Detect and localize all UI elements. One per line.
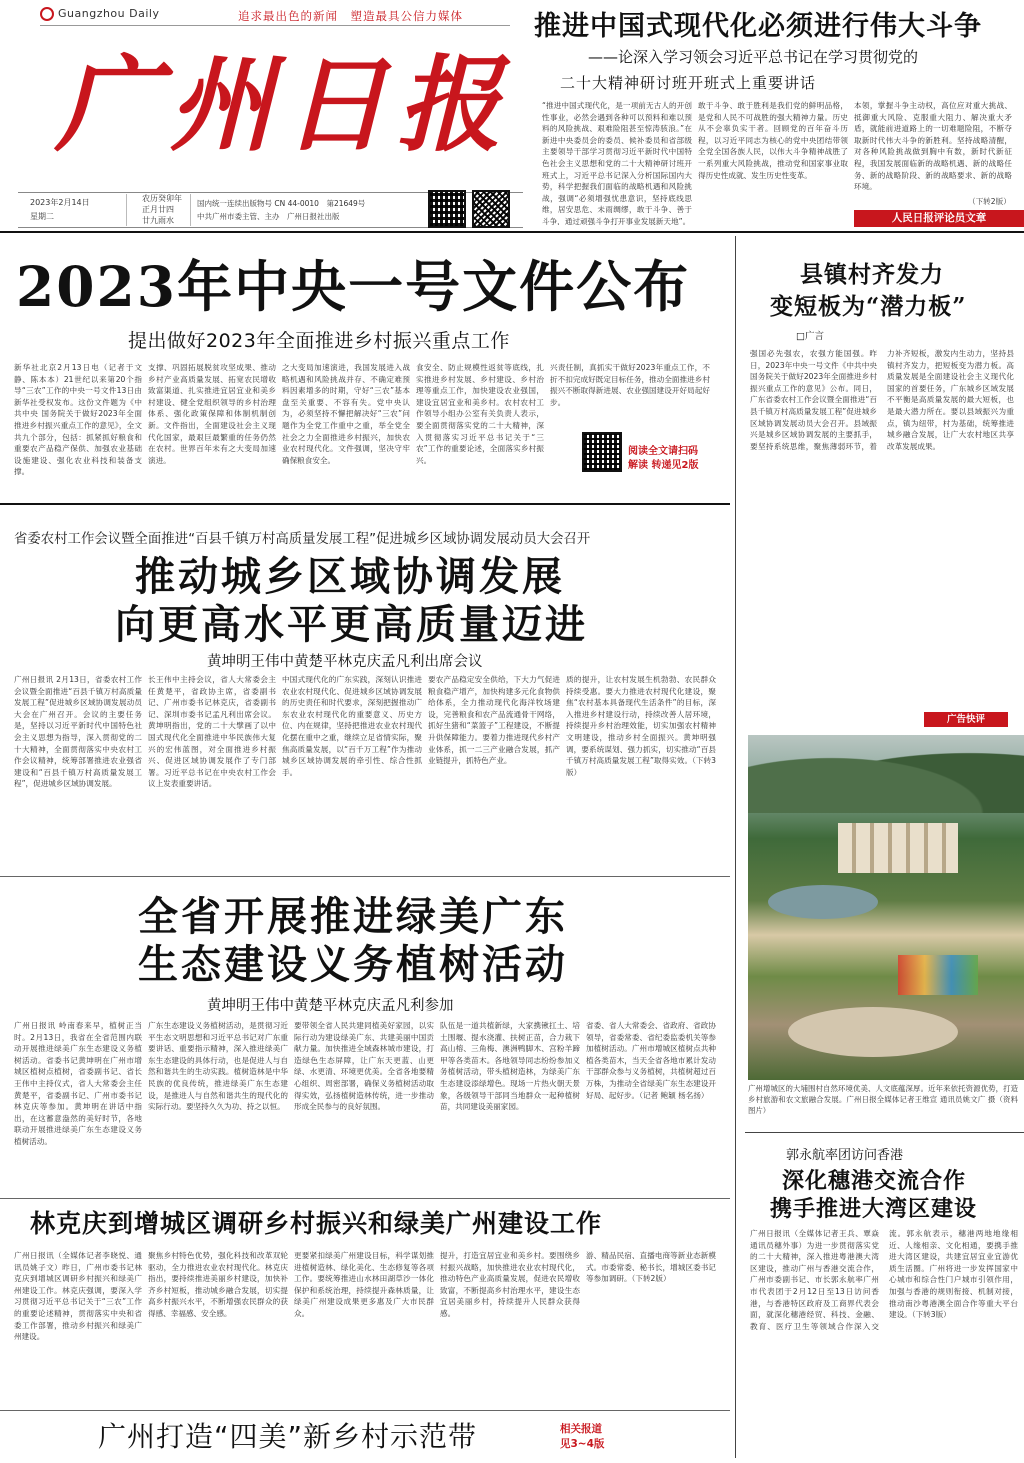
- masthead-rule: [40, 25, 510, 26]
- masthead-qr-icon-2[interactable]: [472, 190, 510, 228]
- commentary-author: □广言: [796, 331, 824, 342]
- story-3-col-3: 要带领全省人民共建同植美好家园，以实际行动为建设绿美广东、共建美丽中国贡献力量。加快推进全域森林城市建设，打造绿色生态屏障，让广东天更蓝、山更绿、水更清、环境更优美。全省各地要精心组织、周密部署，确保义务植树活动取得实效，弘扬植树造林传统，进一步推动形成全民参与的良好氛围。: [294, 1021, 434, 1112]
- lead-story-qr-label-1: 阅读全文请扫码: [628, 446, 698, 457]
- lead-story-qr-label-2: 解读 转递见2版: [628, 460, 699, 471]
- lunar-date-3: 廿九雨水: [142, 216, 174, 225]
- story-3-col-5: 省委、省人大常委会、省政府、省政协领导，省委常委、省纪委监委机关等参加植树活动。广州市增城区植树点共种植各类苗木，当天全省各地市累计发动干部群众参与义务植树，共植树超过百万株，为推动全省绿美广东生态建设开好局、起好步。（记者 鲍颖 杨名扬）: [586, 1021, 716, 1100]
- logo-swirl-icon: [40, 7, 54, 21]
- issue-weekday: 星期二: [30, 212, 54, 221]
- hk-story-kicker: 郭永航率团访问香港: [786, 1148, 904, 1163]
- lead-divider: [0, 503, 730, 505]
- story-2-headline-1[interactable]: 推动城乡区域协调发展: [135, 553, 565, 600]
- lead-story-col-4: 食安全、防止规模性返贫等底线，扎实推进乡村发展、乡村建设、乡村治理等重点工作，加快建设农业强国，建设宜居宜业和美乡村。农村农村工作领导小组办公室有关负责人表示，要全面贯彻落实党的二十大精神，深入贯彻落实习近平总书记关于“三农”工作的重要论述，全面落实乡村振兴。: [416, 363, 544, 465]
- bottom-banner-related-label[interactable]: 相关报道: [560, 1423, 602, 1435]
- lead-story-qr-icon[interactable]: [582, 432, 622, 472]
- photo-pond-icon: [768, 885, 878, 919]
- top-story-col-1: “推进中国式现代化，是一项前无古人的开创性事业，必然会遇到各种可以预料和难以预料的风险挑战、艰难险阻甚至惊涛骇浪。”在新进中央委员会的委员、候补委员和省部级主要领导干部学习贯彻习近平新时代中国特色社会主义思想和党的二十大精神研讨班开班式上，习近平总书记深入分析国际国内大势，科学把握我们面临的战略机遇和风险挑战，强调“必须增强忧患意识，坚持底线思维，居安思危、未雨绸缪，敢于斗争、善于斗争，通过顽强斗争打开事业发展新天地”。: [542, 101, 692, 225]
- brand-en: Guangzhou Daily: [58, 7, 160, 20]
- slogan: 追求最出色的新闻 塑造最具公信力媒体: [238, 9, 463, 23]
- publication-info-2: 中共广州市委主管、主办 广州日报社出版: [197, 212, 340, 221]
- commentary-text: 强国必先强农，农强方能国强。昨日，2023年中央一号文件《中共中央 国务院关于做好2023年全面推进乡村振兴重点工作的意见》公布。同日，广东省委农村工作会议暨全面推进“百县千镇万村高质量发展工程”促进城乡区域协调发展动员大会召开。县域振兴是城乡区域协调发展的主要抓手，要坚持系统思维，聚焦薄弱环节，着力补齐短板，激发内生动力，坚持县镇村齐发力，把短板变为潜力板。高质量发展是全面建设社会主义现代化国家的首要任务，广东城乡区域发展不平衡是高质量发展的最大短板，也是最大潜力所在。要以县域振兴为重点，镇为纽带，村为基础，统筹推进城乡融合发展，让广大农村地区共享改革发展成果。: [750, 349, 1014, 451]
- photo-colorful-pavilion-icon: [898, 955, 978, 995]
- story-3-divider: [0, 1198, 730, 1199]
- top-story-headline[interactable]: 推进中国式现代化必须进行伟大斗争: [534, 11, 982, 42]
- story-3: [0, 878, 730, 1198]
- story-4: [0, 1200, 730, 1410]
- story-2-col-1: 广州日报讯 2月13日，省委农村工作会议暨全面推进“百县千镇万村高质量发展工程”促进城乡区域协调发展动员大会在广州召开。会议的主要任务是，坚持以习近平新时代中国特色社会主义思想为指导，深入贯彻党的二十大精神，全面贯彻落实中央农村工作会议精神，统筹部署推进农业强省建设和“百县千镇万村高质量发展工程”，促进城乡区域协调发展。: [14, 675, 142, 789]
- lead-story-headline[interactable]: 2023年中央一号文件公布: [16, 254, 691, 319]
- top-story: [528, 0, 1024, 230]
- top-story-continued: （下转2版）: [968, 197, 1011, 206]
- ad-label: 广告快评: [924, 712, 1008, 727]
- story-4-col-2: 聚焦乡村特色优势，强化科技和改革双轮驱动，全力推进农业农村现代化。林克庆指出，要持续推进美丽乡村建设，加快补齐乡村短板，推动城乡融合发展，切实提高乡村振兴水平，不断增强农民群众的获得感、幸福感、安全感。: [148, 1251, 288, 1318]
- story-4-col-3: 更要紧扣绿美广州建设目标，科学谋划推进植树造林、绿化美化、生态修复等各项工作。要统筹推进山水林田湖草沙一体化保护和系统治理，持续提升森林质量，让绿美广州建设成果更多惠及广大市民群众。: [294, 1251, 434, 1318]
- story-4-headline[interactable]: 林克庆到增城区调研乡村振兴和绿美广州建设工作: [30, 1209, 603, 1238]
- photo-caption: 广州增城区的大埔围村自然环境优美、人文底蕴深厚。近年来依托资源优势，打造乡村旅游和农文旅融合发展。广州日报全媒体记者王维宣 通讯员姚文广 摄（资料图片）: [748, 1084, 1018, 1115]
- story-2-col-4: 要农产品稳定安全供给，下大力气促进粮食稳产增产，加快构建多元化食物供给体系，全力推动现代化海洋牧场建设，完善粮食和农产品流通骨干网络，抓好生猪和“菜篮子”工程建设，不断提升供保障能力。要着力推进现代乡村产业体系，抓一二三产业融合发展，抓产业链提升，抓特色产业。: [428, 675, 560, 766]
- lead-story-subhead: 提出做好2023年全面推进乡村振兴重点工作: [128, 330, 510, 352]
- hk-story-headline-1[interactable]: 深化穗港交流合作: [782, 1168, 967, 1194]
- story-3-headline-1[interactable]: 全省开展推进绿美广东: [138, 893, 568, 940]
- lead-story: [0, 236, 730, 496]
- masthead-title: 广州日报: [55, 43, 512, 166]
- publication-info-1: 国内统一连续出版物号 CN 44-0010 第21649号: [197, 199, 366, 208]
- lunar-date-1: 农历癸卯年: [142, 194, 182, 203]
- commentary-title-1[interactable]: 县镇村齐发力: [800, 261, 944, 288]
- masthead-divider: [0, 231, 1024, 233]
- hk-story-text: 广州日报讯（全媒体记者王兵、覃焱 通讯员穗外事）为进一步贯彻落实党的二十大精神，深入推进粤港澳大湾区建设，推动广州与香港交流合作，广州市委副书记、市长郭永航率广州市代表团于2月12日至13日访问香港，与香港特区政府及工商界代表会面，就深化穗港经贸、科技、金融、教育、医疗卫生等领域合作深入交流。郭永航表示，穗港两地地缘相近、人缘相亲、文化相通，要携手推进大湾区建设，共建宜居宜业宜游优质生活圈。广州将进一步发挥国家中心城市和综合性门户城市引领作用，加强与香港的规则衔接、机制对接，推动南沙粤港澳全面合作等重大平台建设。（下转3版）: [750, 1229, 1018, 1331]
- story-2-kicker: 省委农村工作会议暨全面推进“百县千镇万村高质量发展工程”促进城乡区域协调发展动员大会召开: [14, 532, 591, 547]
- bottom-banner: [0, 1410, 730, 1463]
- top-story-subhead-2: 二十大精神研讨班开班式上重要讲话: [560, 74, 817, 92]
- photo-houses-icon: [838, 823, 958, 873]
- story-2: [0, 508, 730, 873]
- village-photo[interactable]: [748, 735, 1024, 1080]
- story-3-col-4: 队伍是一道共植新绿，大家携锹扛土、培土围堰、提水浇灌、扶树正苗，合力栽下高山榕、三角梅、澳洲鸭脚木、宫粉羊蹄甲等各类苗木。各地领导同志纷纷参加义务植树活动，带头植树造林，为绿美广东生态建设添绿增色。现场一片热火朝天景象，各级领导干部同当地群众一起种植树苗，共同建设美丽家园。: [440, 1021, 580, 1112]
- story-2-col-3: 中国式现代化的广东实践，深刻认识推进农业农村现代化、促进城乡区域协调发展的历史责任和时代要求，深刻把握推动广东农业农村现代化的重要意义、历史方位、内在规律，坚持把推进农业农村现代化摆在重中之重，继续立足省情实际，聚焦高质量发展，以“百千万工程”作为推动城乡区域协调发展的牵引性、综合性抓手。: [282, 675, 422, 777]
- story-2-headline-2[interactable]: 向更高水平更高质量迈进: [115, 601, 588, 648]
- story-3-headline-2[interactable]: 生态建设义务植树活动: [138, 941, 568, 988]
- story-3-col-1: 广州日报讯 岭南春来早，植树正当时。2月13日，我省在全省范围内联动开展推进绿美广东生态建设义务植树活动。省委书记黄坤明在广州市增城区植树点植树，省委副书记、省长王伟中主持仪式，省人大常委会主任黄楚平，省委副书记、广州市委书记林克庆等参加。黄坤明在讲话中指出，在这蓄意盎然的美好时节，各地联动开展推进绿美广东生态建设义务植树活动。: [14, 1021, 142, 1146]
- bottom-banner-related-pages[interactable]: 见3~4版: [560, 1438, 605, 1450]
- story-2-attendees: 黄坤明王伟中黄楚平林克庆孟凡利出席会议: [207, 654, 483, 670]
- story-3-col-2: 广东生态建设义务植树活动，是贯彻习近平生态文明思想和习近平总书记对广东重要讲话、重要指示精神，深入推进绿美广东生态建设的具体行动，也是促进人与自然和谐共生的生动实践。植树造林是中华民族的优良传统，推进绿美广东生态建设，是推进人与自然和谐共生的现代化的实际行动。要坚持久久为功、持之以恒。: [148, 1021, 288, 1112]
- lead-story-col-5: 兴责任制，真抓实干做好2023年重点工作，不折不扣完成好既定目标任务，推动全面推进乡村振兴不断取得新进展、农业强国建设开好局起好步。: [550, 363, 710, 407]
- lead-story-col-3: 之大变局加速演进，我国发展进入战略机遇和风险挑战并存、不确定难预料因素增多的时期，守好“三农”基本盘至关重要、不容有失。党中央认为，必须坚持不懈把解决好“三农”问题作为全党工作重中之重，举全党全社会之力全面推进乡村振兴，加快农业农村现代化。文件强调，坚决守牢确保粮食安全。: [282, 363, 410, 465]
- bottom-banner-headline[interactable]: 广州打造“四美”新乡村示范带: [98, 1420, 478, 1453]
- story-3-attendees: 黄坤明王伟中黄楚平林克庆孟凡利参加: [207, 998, 454, 1014]
- hk-story: [740, 1136, 1024, 1461]
- commentary: [740, 236, 1024, 725]
- right-column-divider: [735, 236, 736, 1458]
- photo-plaza-icon: [788, 1007, 958, 1057]
- top-story-col-2: 敢于斗争、敢于胜利是我们党的鲜明品格，是党和人民不可战胜的强大精神力量。历史从不会辜负实干者。回顾党的百年奋斗历程，以习近平同志为核心的党中央团结带领全党全国各族人民，以伟大斗争精神战胜了一系列重大风险挑战，推动党和国家事业取得历史性成就、发生历史性变革。: [698, 101, 848, 180]
- story-2-col-5: 质的提升，让农村发展生机勃勃、农民群众持续受惠。要大力推进农村现代化建设，聚焦“农村基本具备现代生活条件”的目标，深入推进乡村建设行动，持续改善人居环境，持续提升乡村治理效能，切实加强农村精神文明建设，推动乡村全面振兴。黄坤明强调，要系统谋划、强力抓实，切实推动“百县千镇万村高质量发展工程”取得实效。（下转3版）: [566, 675, 716, 777]
- story-4-col-4: 提升，打造宜居宜业和美乡村。要围绕乡村振兴战略，加快推进农业农村现代化，推动特色产业高质量发展，促进农民增收致富，不断提高乡村治理水平，建设生态宜居美丽乡村，持续提升人民群众获得感。: [440, 1251, 580, 1318]
- lunar-date-2: 正月廿四: [142, 205, 174, 214]
- story-4-col-1: 广州日报讯（全媒体记者李晓悦、通讯员姚子文）昨日，广州市委书记林克庆到增城区调研乡村振兴和绿美广州建设工作。林克庆强调，要深入学习贯彻习近平总书记关于“三农”工作的重要论述精神，贯彻落实中央和省委工作部署，推动乡村振兴和绿美广州建设。: [14, 1251, 142, 1342]
- commentary-title-2[interactable]: 变短板为“潜力板”: [770, 293, 967, 320]
- story-2-divider: [0, 876, 730, 877]
- lead-story-col-1: 新华社北京2月13日电（记者于文静、陈本本）21世纪以来第20个指导“三农”工作的中央一号文件13日由新华社受权发布。这份文件题为《中共中央 国务院关于做好2023年全面推进乡村振兴重点工作的意见》，全文共九个部分，包括：抓紧抓好粮食和重要农产品稳产保供、加强农业基础设施建设、强化农业科技和装备支撑。: [14, 363, 142, 477]
- story-4-col-5: 游、精品民宿、直播电商等新业态新模式。市委常委、秘书长，增城区委书记等参加调研。（下转2版）: [586, 1251, 716, 1284]
- story-2-col-2: 长王伟中主持会议，省人大常委会主任黄楚平，省政协主席，省委副书记、广州市委书记林克庆，省委副书记、深圳市委书记孟凡利出席会议。黄坤明指出，党的二十大擘画了以中国式现代化全面推进中华民族伟大复兴的宏伟蓝图，对全面推进乡村振兴、促进区域协调发展作了专门部署。习近平总书记在中央农村工作会议上发表重要讲话。: [148, 675, 276, 789]
- photo-hills-icon: [748, 743, 1024, 813]
- issue-date: 2023年2月14日: [30, 198, 90, 207]
- lead-story-col-2: 支撑、巩固拓展脱贫攻坚成果、推动乡村产业高质量发展、拓宽农民增收致富渠道、扎实推进宜居宜业和美乡村建设、健全党组织领导的乡村治理体系、强化政策保障和体制机制创新。文件指出，全面建设社会主义现代化国家，最艰巨最繁重的任务仍然在农村。世界百年未有之大变局加速演进。: [148, 363, 276, 465]
- masthead-qr-icon[interactable]: [428, 190, 466, 228]
- hk-story-headline-2[interactable]: 携手推进大湾区建设: [770, 1196, 978, 1222]
- top-story-subhead-1: ——论深入学习领会习近平总书记在学习贯彻党的: [588, 48, 919, 66]
- top-story-col-3: 本领，掌握斗争主动权，高位应对重大挑战、抵御重大风险、克服重大阻力、解决重大矛盾，就能前进道路上的一切难题险阻，不断夺取新时代伟大斗争的新胜利。坚持战略清醒，对各种风险挑战做到胸中有数，新时代新征程，我国发展面临新的战略机遇、新的战略任务、新的战略阶段、新的战略要求、新的战略环境。: [854, 101, 1012, 192]
- top-story-byline: 人民日报评论员文章: [854, 210, 1024, 227]
